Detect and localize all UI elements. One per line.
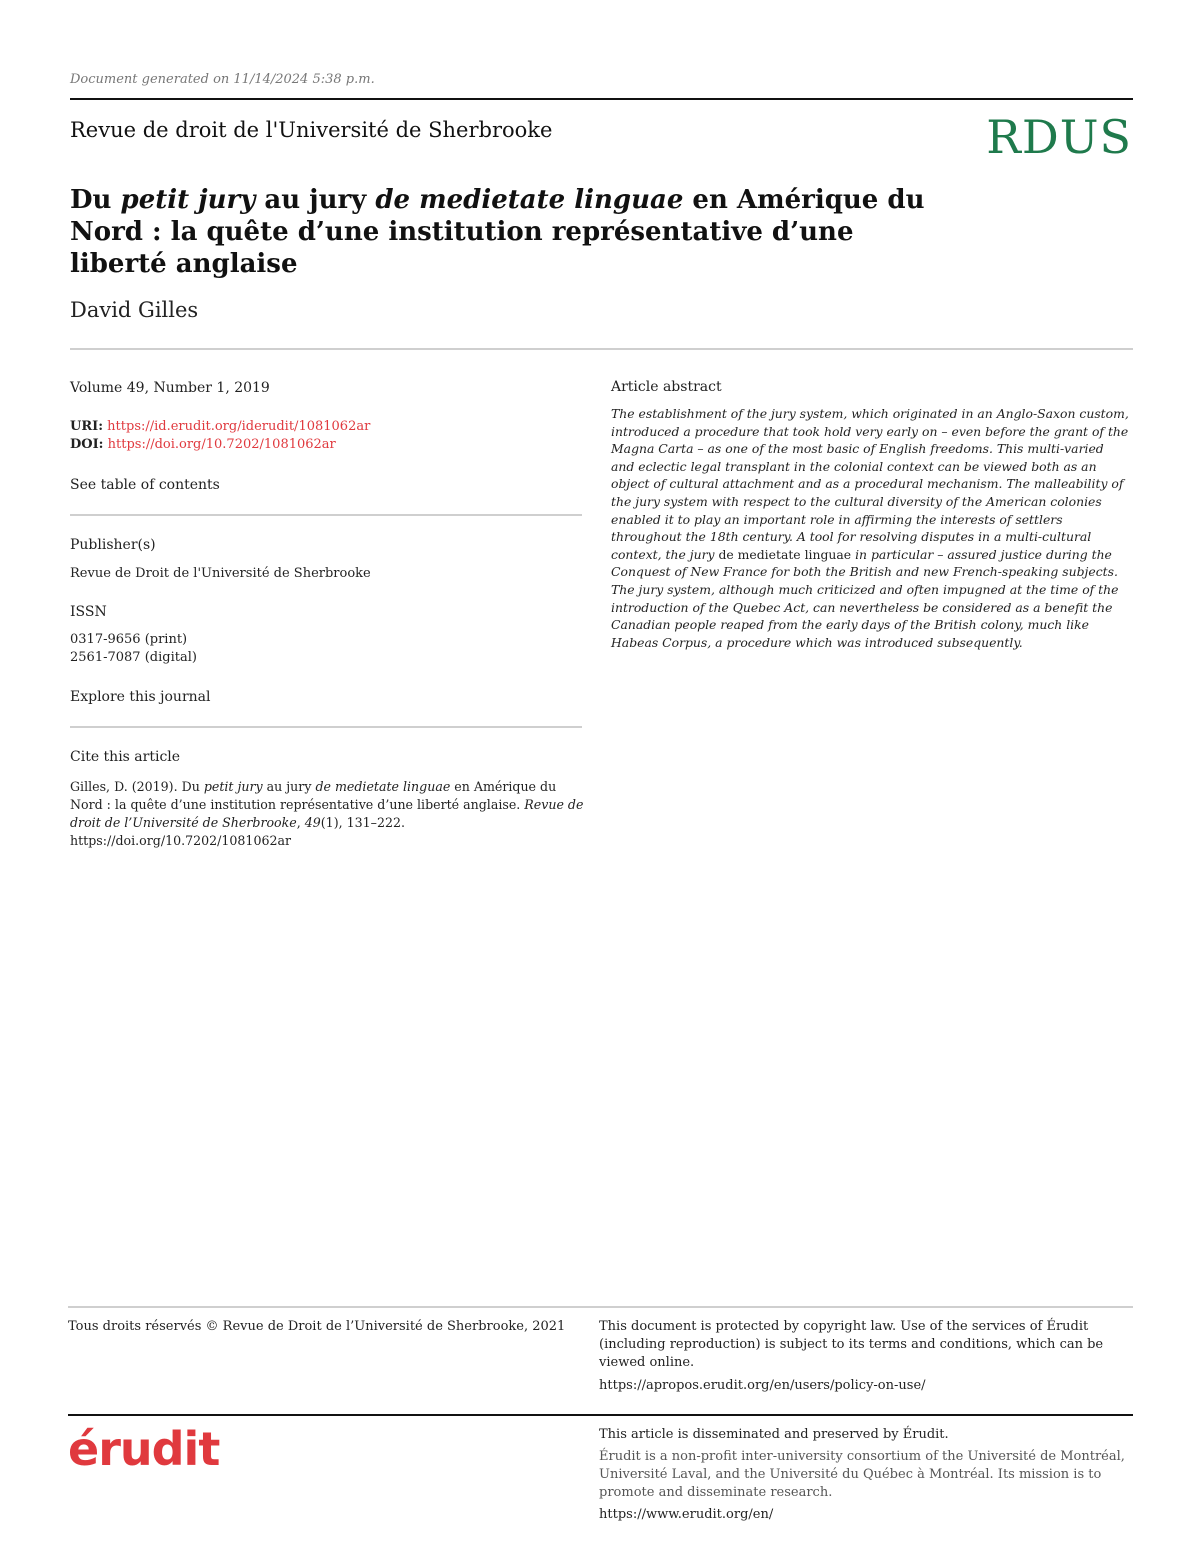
disseminated-statement: This article is disseminated and preserved by Érudit.	[599, 1427, 949, 1442]
issn-print: 0317-9656 (print)	[70, 632, 188, 647]
explore-journal-link[interactable]: Explore this journal	[70, 689, 211, 705]
publisher-name: Revue de Droit de l'Université de Sherbrooke	[70, 566, 371, 581]
doi-line	[70, 436, 336, 454]
erudit-logo: érudit	[68, 1422, 220, 1476]
title-part-italic: petit jury	[120, 185, 256, 215]
generated-date: Document generated on 11/14/2024 5:38 p.m.	[70, 72, 375, 87]
cite-label: Cite this article	[70, 749, 181, 765]
title-part: Du	[70, 185, 121, 215]
doi-label: DOI:	[70, 437, 104, 452]
doi-link[interactable]: https://doi.org/10.7202/1081062ar	[107, 437, 336, 452]
abstract-part: in particular – assured justice during the Conquest of New France for both the British and new French-speaking subjects. The jury system, although much criticized and often impugned at the time of the introduction of the Quebec Act, can nevertheless be considered as a benefit the Canadian people reaped from the early days of the British colony, much like Habeas Corpus, a procedure which was introduced subsequently.	[611, 546, 1119, 650]
abstract-text	[611, 405, 1129, 651]
journal-name: Revue de droit de l'Université de Sherbrooke	[70, 118, 553, 142]
footer-divider	[68, 1306, 1133, 1308]
issn-label: ISSN	[70, 604, 107, 620]
uri-link[interactable]: https://id.erudit.org/iderudit/1081062ar	[107, 419, 371, 434]
title-part-italic: de medietate linguae	[375, 185, 684, 215]
abstract-part-roman: de medietate linguae	[718, 546, 852, 562]
volume-info: Volume 49, Number 1, 2019	[70, 380, 270, 396]
policy-link[interactable]: https://apropos.erudit.org/en/users/policy-on-use/	[599, 1378, 926, 1393]
left-divider-1	[70, 514, 582, 516]
cite-part: ,	[296, 815, 305, 830]
citation	[70, 778, 590, 850]
left-divider-2	[70, 726, 582, 728]
article-author: David Gilles	[70, 298, 199, 322]
rdus-logo: RDUS	[986, 110, 1132, 164]
consortium-description: Érudit is a non-profit inter-university consortium of the Université de Montréal, Université Laval, and the Université du Québec à Montréal. Its mission is to promote and disseminate research.	[599, 1449, 1125, 1500]
section-divider	[70, 348, 1133, 350]
cite-part-italic: de medietate linguae	[315, 779, 451, 794]
issn-digital: 2561-7087 (digital)	[70, 650, 197, 665]
article-title	[70, 184, 950, 280]
abstract-label: Article abstract	[611, 379, 722, 395]
cite-part: au jury	[262, 779, 316, 794]
uri-line	[70, 418, 370, 436]
copyright-notice: This document is protected by copyright law. Use of the services of Érudit (including reproduction) is subject to its terms and conditions, which can be viewed online.	[599, 1319, 1104, 1370]
title-part: en Amérique du Nord : la quête d’une institution représentative d’une liberté anglaise	[70, 185, 925, 279]
title-part: au jury	[255, 185, 376, 215]
table-of-contents-link[interactable]: See table of contents	[70, 477, 220, 493]
footer-rule	[68, 1414, 1133, 1416]
cite-part-italic: petit jury	[203, 779, 263, 794]
cite-part: (1), 131–222. https://doi.org/10.7202/1081062ar	[70, 815, 405, 848]
uri-label: URI:	[70, 419, 104, 434]
publisher-label: Publisher(s)	[70, 537, 156, 553]
erudit-website-link[interactable]: https://www.erudit.org/en/	[599, 1507, 774, 1522]
cite-part: Gilles, D. (2019). Du	[70, 779, 204, 794]
abstract-part: The establishment of the jury system, which originated in an Anglo-Saxon custom, introduced a procedure that took hold very early on – even before the grant of the Magna Carta – as one of the most basic of English freedoms. This multi-varied and eclectic legal transplant in the colonial context can be viewed both as an object of cultural attachment and as a procedural mechanism. The malleability of the jury system with respect to the cultural diversity of the American colonies enabled it to play an important role in affirming the interests of settlers throughout the 18th century. A tool for resolving disputes in a multi-cultural context, the jury	[611, 406, 1129, 562]
top-rule	[70, 98, 1133, 100]
cite-part-italic: Revue de droit de l’Université de Sherbrooke	[70, 797, 584, 830]
cite-part: en Amérique du Nord : la quête d’une institution représentative d’une liberté anglaise.	[70, 779, 557, 812]
rights-statement: Tous droits réservés © Revue de Droit de l’Université de Sherbrooke, 2021	[68, 1319, 566, 1334]
cite-part-italic: 49	[304, 815, 321, 830]
